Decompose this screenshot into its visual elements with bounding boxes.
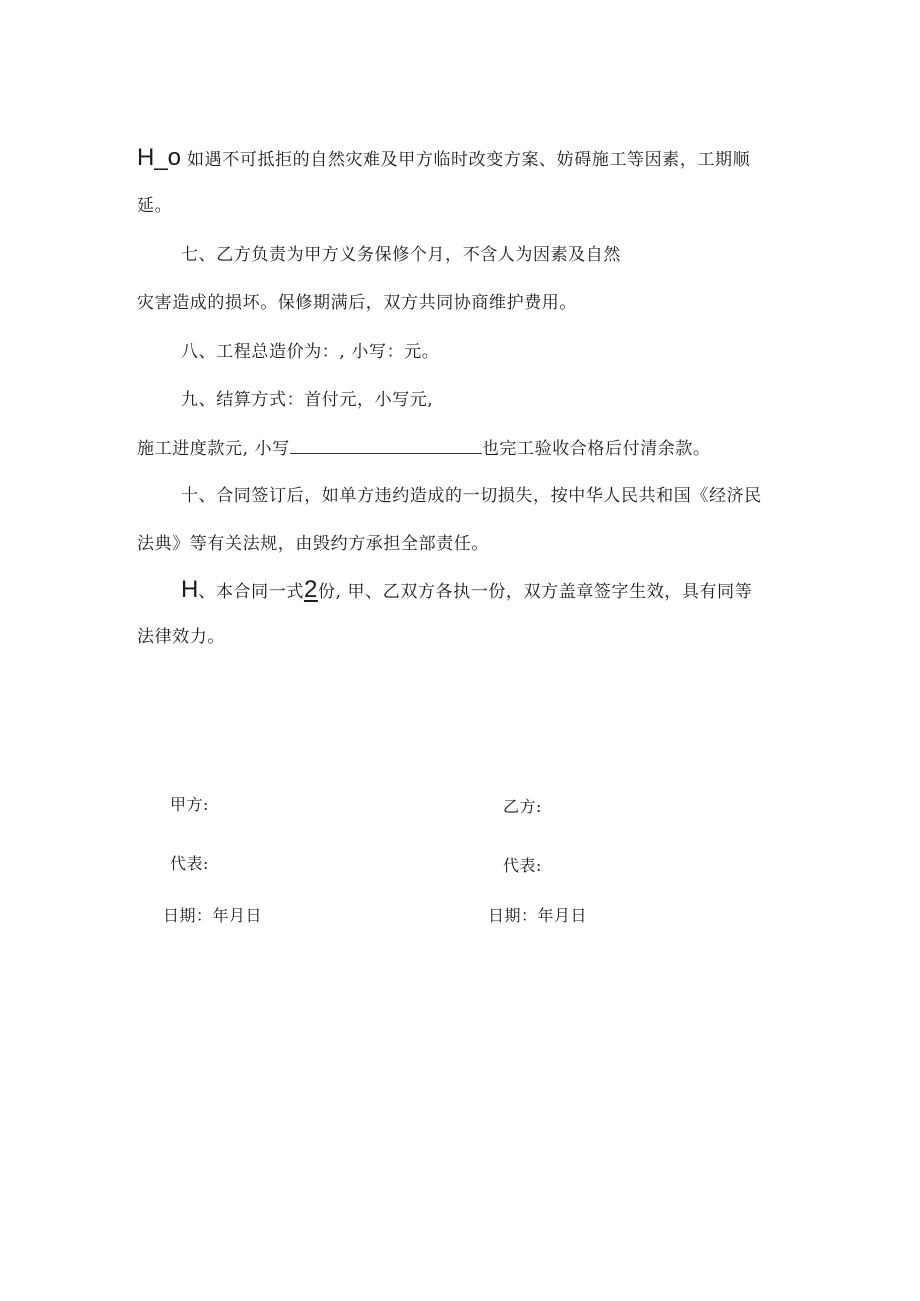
clause-6-line-2: 延。: [137, 196, 173, 216]
clause-9-line-1: 九、结算方式：首付元，小写元,: [181, 390, 434, 410]
copy-count: 2: [303, 576, 318, 603]
clause-6-text: 如遇不可抵拒的自然灾难及甲方临时改变方案、妨碍施工等因素，工期顺: [187, 150, 751, 170]
clause-10-line-1: 十、合同签订后，如单方违约造成的一切损失，按中华人民共和国《经济民: [181, 486, 762, 506]
clause-11-text-a: 、本合同一式: [198, 582, 304, 602]
rep-b-label: 代表:: [503, 856, 542, 875]
clause-11-line-1: [181, 576, 753, 603]
party-a-label: 甲方:: [170, 795, 209, 814]
clause-11-prefix: H: [181, 576, 199, 603]
amount-blank-line: [290, 437, 482, 454]
date-a-label: 日期：年月日: [163, 906, 263, 925]
clause-11-text-b: 份, 甲、乙双方各执一份，双方盖章签字生效，具有同等: [317, 582, 753, 602]
clause-9-text-b: 也完工验收合格后付清余款。: [481, 439, 711, 459]
party-b-label: 乙方:: [503, 797, 542, 816]
clause-6-prefix: H_o: [137, 144, 182, 171]
clause-9-text-a: 施工进度款元, 小写: [137, 439, 290, 459]
rep-a-label: 代表:: [170, 854, 209, 873]
clause-7-line-2: 灾害造成的损坏。保修期满后，双方共同协商维护费用。: [137, 293, 577, 313]
clause-9-line-2: [137, 437, 711, 460]
date-b-label: 日期：年月日: [488, 906, 588, 925]
clause-8: 八、工程总造价为：, 小写：元。: [181, 342, 440, 362]
clause-7-line-1: 七、乙方负责为甲方义务保修个月，不含人为因素及自然: [181, 245, 621, 265]
clause-6-line-1: [137, 144, 751, 171]
clause-11-line-2: 法律效力。: [137, 627, 225, 647]
clause-10-line-2: 法典》等有关法规，由毁约方承担全部责任。: [137, 534, 489, 554]
